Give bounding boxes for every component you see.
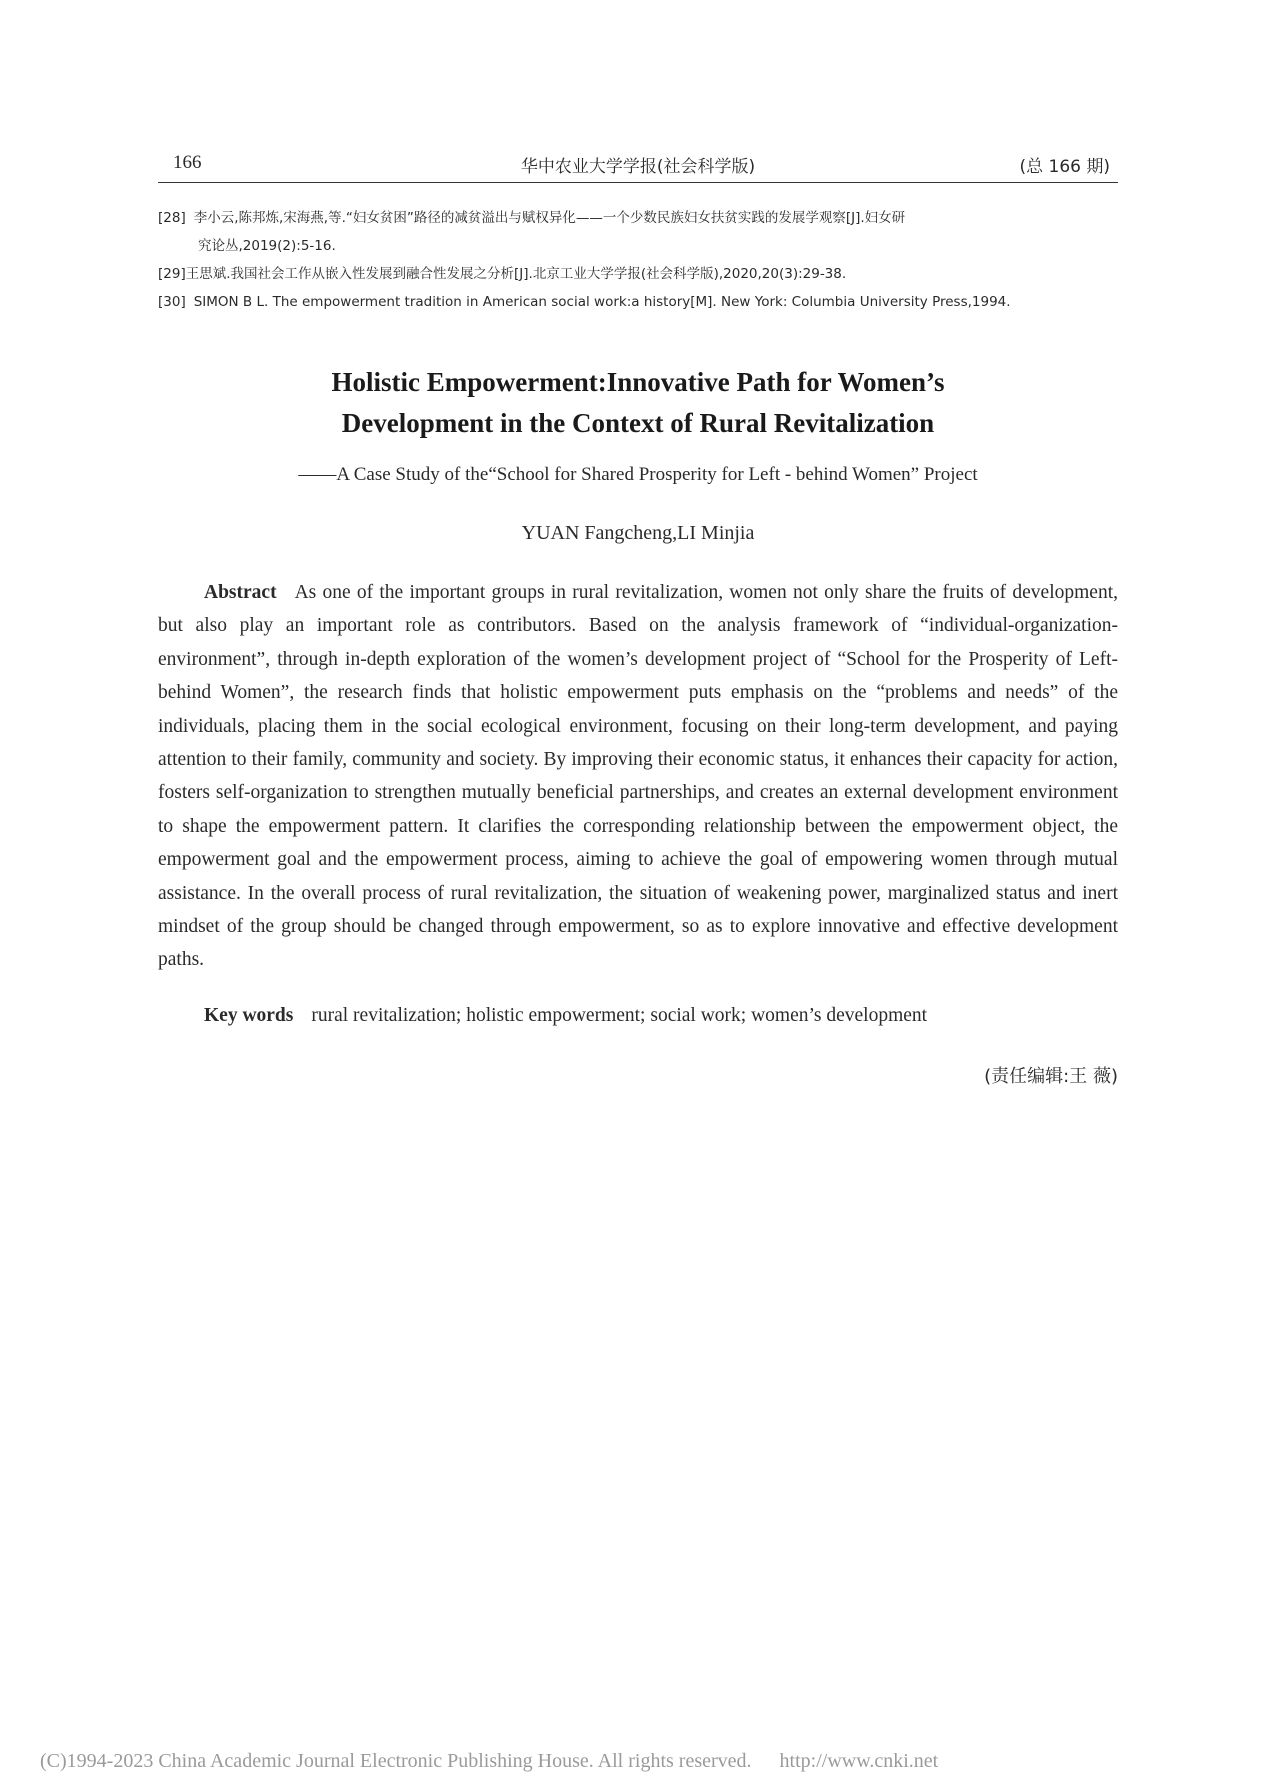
title-line: Development in the Context of Rural Revitalization — [341, 408, 935, 438]
reference-text-continued: 究论丛,2019(2):5-16. — [198, 238, 336, 254]
reference-item — [158, 288, 1118, 316]
keywords-label: Key words — [204, 1005, 294, 1026]
copyright-footer — [40, 1750, 938, 1773]
reference-item — [158, 260, 1118, 288]
title-line: Holistic Empowerment:Innovative Path for Women’s — [331, 367, 945, 397]
page-number: 166 — [173, 152, 202, 173]
abstract-paragraph — [158, 576, 1118, 977]
reference-number: [28] — [158, 210, 186, 226]
reference-list — [158, 204, 1118, 316]
reference-text: SIMON B L. The empowerment tradition in American social work:a history[M]. New York: Columbia University Press,1994. — [193, 294, 1011, 310]
copyright-text: (C)1994-2023 China Academic Journal Electronic Publishing House. All rights reserved. — [40, 1750, 752, 1772]
reference-text: 李小云,陈邦炼,宋海燕,等.“妇女贫困”路径的减贫溢出与赋权异化——一个少数民族妇女扶贫实践的发展学观察[J].妇女研 — [193, 210, 906, 226]
journal-title: 华中农业大学学报(社会科学版) — [520, 157, 756, 177]
issue-number: (总 166 期) — [1019, 157, 1110, 177]
abstract-text: As one of the important groups in rural revitalization, women not only share the fruits of development, but also play an important role as contributors. Based on the analysis framework of “individual-organization-environment”, through in-depth exploration of the women’s development project of “School for the Prosperity of Left-behind Women”, the research finds that holistic empowerment puts emphasis on the “problems and needs” of the individuals, placing them in the social ecological environment, focusing on their long-term development, and paying attention to their family, community and society. By improving their economic status, it enhances their capacity for action, fosters self-organization to strengthen mutually beneficial partnerships, and creates an external development environment to shape the empowerment pattern. It clarifies the corresponding relationship between the empowerment object, the empowerment goal and the empowerment process, aiming to achieve the goal of empowering women through mutual assistance. In the overall process of rural revitalization, the situation of weakening power, marginalized status and inert mindset of the group should be changed through empowerment, so as to explore innovative and effective development paths. — [158, 582, 1118, 971]
footer-url: http://www.cnki.net — [779, 1750, 939, 1772]
author-list: YUAN Fangcheng,LI Minjia — [521, 522, 755, 544]
responsible-editor: (责任编辑:王 薇) — [984, 1066, 1118, 1087]
abstract-label: Abstract — [204, 582, 277, 603]
reference-number: [29] — [158, 266, 186, 282]
article-title — [158, 362, 1118, 444]
article-subtitle: ——A Case Study of the“School for Shared Prosperity for Left - behind Women” Project — [298, 464, 978, 485]
keywords-text: rural revitalization; holistic empowerment; social work; women’s development — [311, 1005, 928, 1026]
keywords-paragraph — [158, 1005, 1118, 1027]
reference-text: 王思斌.我国社会工作从嵌入性发展到融合性发展之分析[J].北京工业大学学报(社会科学版),2020,20(3):29-38. — [185, 266, 847, 282]
running-header — [158, 148, 1118, 183]
reference-number: [30] — [158, 294, 186, 310]
reference-item — [158, 204, 1118, 260]
